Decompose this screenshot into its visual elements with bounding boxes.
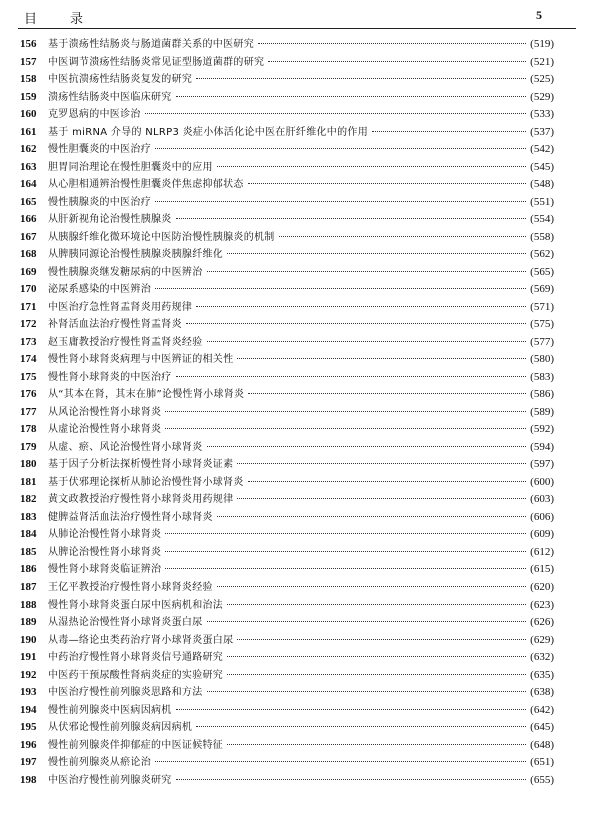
toc-entry-page: (551) (530, 195, 554, 208)
toc-entry-page: (586) (530, 388, 554, 401)
toc-entry-number: 188 (20, 598, 37, 611)
toc-dot-leader (248, 183, 526, 184)
toc-entry-page: (638) (530, 686, 554, 699)
toc-entry-page: (537) (530, 125, 554, 138)
toc-dot-leader (145, 113, 526, 114)
toc-entry-page: (615) (530, 563, 554, 576)
toc-entry[interactable] (20, 597, 554, 615)
toc-entry-title: 赵玉庸教授治疗慢性肾盂肾炎经验 (48, 336, 203, 348)
toc-entry-number: 158 (20, 73, 37, 86)
header-rule (18, 28, 576, 29)
toc-dot-leader (186, 323, 526, 324)
toc-dot-leader (196, 726, 526, 727)
toc-dot-leader (258, 43, 526, 44)
toc-entry-title: 中医治疗慢性前列腺炎研究 (48, 774, 172, 786)
toc-entry-title: 慢性前列腺炎中医病因病机 (48, 704, 172, 716)
toc-entry-title: 从肺论治慢性肾小球肾炎 (48, 529, 162, 541)
toc-dot-leader (217, 166, 526, 167)
toc-entry-number: 177 (20, 405, 37, 418)
toc-entry-title: 从脾论治慢性肾小球肾炎 (48, 546, 162, 558)
toc-entry-number: 192 (20, 668, 37, 681)
toc-entry[interactable] (20, 54, 554, 72)
toc-dot-leader (279, 236, 527, 237)
toc-dot-leader (176, 709, 527, 710)
toc-entry-number: 180 (20, 458, 37, 471)
toc-entry-title: 从心胆相通辨治慢性胆囊炎伴焦虑抑郁状态 (48, 179, 244, 191)
toc-dot-leader (237, 463, 526, 464)
toc-entry-page: (629) (530, 633, 554, 646)
toc-entry-number: 179 (20, 440, 37, 453)
toc-entry[interactable] (20, 439, 554, 457)
toc-entry-number: 190 (20, 633, 37, 646)
toc-entry[interactable] (20, 509, 554, 527)
toc-entry[interactable] (20, 264, 554, 282)
toc-entry-page: (620) (530, 580, 554, 593)
toc-entry-number: 198 (20, 773, 37, 786)
toc-entry[interactable] (20, 421, 554, 439)
toc-entry-title: 慢性前列腺炎从瘀论治 (48, 757, 151, 769)
toc-dot-leader (227, 253, 526, 254)
toc-entry-number: 173 (20, 335, 37, 348)
toc-entry-title: 中医调节溃疡性结肠炎常见证型肠道菌群的研究 (48, 56, 265, 68)
toc-entry-number: 161 (20, 125, 37, 138)
toc-dot-leader (155, 288, 526, 289)
toc-entry-number: 164 (20, 178, 37, 191)
toc-entry-page: (545) (530, 160, 554, 173)
toc-entry[interactable] (20, 194, 554, 212)
toc-entry-number: 167 (20, 230, 37, 243)
toc-entry-title: 从毒—络论虫类药治疗肾小球肾炎蛋白尿 (48, 634, 234, 646)
toc-entry[interactable] (20, 386, 554, 404)
toc-entry[interactable] (20, 474, 554, 492)
toc-dot-leader (237, 358, 526, 359)
toc-entry-title: 从虚、瘀、风论治慢性肾小球肾炎 (48, 441, 203, 453)
toc-dot-leader (268, 61, 526, 62)
toc-entry[interactable] (20, 614, 554, 632)
toc-entry-number: 166 (20, 213, 37, 226)
toc-entry[interactable] (20, 89, 554, 107)
toc-entry-page: (521) (530, 55, 554, 68)
toc-entry-number: 170 (20, 283, 37, 296)
toc-entry[interactable] (20, 211, 554, 229)
toc-dot-leader (217, 586, 526, 587)
toc-entry-title: 溃疡性结肠炎中医临床研究 (48, 91, 172, 103)
toc-dot-leader (176, 779, 527, 780)
toc-entry-title: 补肾活血法治疗慢性肾盂肾炎 (48, 319, 182, 331)
toc-dot-leader (207, 621, 527, 622)
toc-entry-number: 189 (20, 616, 37, 629)
toc-dot-leader (227, 744, 526, 745)
toc-entry-title: 基于溃疡性结肠炎与肠道菌群关系的中医研究 (48, 39, 254, 50)
toc-entry-number: 175 (20, 370, 37, 383)
toc-entry-title: 慢性胰腺炎继发糖尿病的中医辨治 (48, 266, 203, 278)
toc-entry[interactable] (20, 632, 554, 650)
toc-entry-number: 194 (20, 703, 37, 716)
toc-entry[interactable] (20, 159, 554, 177)
toc-entry-number: 163 (20, 160, 37, 173)
toc-entry[interactable] (20, 684, 554, 702)
toc-entry-title: 中药治疗慢性肾小球肾炎信号通路研究 (48, 652, 224, 664)
toc-entry-number: 181 (20, 475, 37, 488)
toc-entry-title: 基于 miRNA 介导的 NLRP3 炎症小体活化论中医在肝纤维化中的作用 (48, 126, 368, 138)
toc-entry-number: 165 (20, 195, 37, 208)
toc-entry-title: 慢性肾小球肾炎病理与中医辨证的相关性 (48, 354, 234, 366)
toc-entry-page: (571) (530, 300, 554, 313)
toc-entry[interactable] (20, 369, 554, 387)
toc-dot-leader (237, 639, 526, 640)
toc-dot-leader (248, 481, 526, 482)
toc-entry-number: 176 (20, 388, 37, 401)
toc-entry[interactable] (20, 544, 554, 562)
toc-entry-page: (594) (530, 440, 554, 453)
toc-entry-title: 慢性前列腺炎伴抑郁症的中医证候特征 (48, 739, 224, 751)
toc-entry[interactable] (20, 561, 554, 579)
toc-entry-page: (645) (530, 721, 554, 734)
toc-dot-leader (207, 341, 527, 342)
toc-dot-leader (155, 761, 526, 762)
toc-entry-title: 慢性肾小球肾炎临证辨治 (48, 564, 162, 576)
toc-entry-number: 156 (20, 38, 37, 50)
page-header (0, 0, 594, 28)
toc-entry-page: (589) (530, 405, 554, 418)
toc-entry-title: 胆胃同治理论在慢性胆囊炎中的应用 (48, 161, 213, 173)
toc-entry[interactable] (20, 702, 554, 720)
toc-entry[interactable] (20, 456, 554, 474)
toc-entry-number: 185 (20, 545, 37, 558)
toc-entry-title: 克罗恩病的中医诊治 (48, 109, 141, 121)
toc-dot-leader (165, 428, 526, 429)
toc-entry-number: 162 (20, 143, 37, 156)
toc-dot-leader (227, 604, 526, 605)
toc-entry-number: 191 (20, 651, 37, 664)
toc-entry-page: (642) (530, 703, 554, 716)
toc-entry-page: (655) (530, 773, 554, 786)
toc-entry-number: 182 (20, 493, 37, 506)
toc-entry[interactable] (20, 526, 554, 544)
toc-entry-number: 160 (20, 108, 37, 121)
toc-entry[interactable] (20, 719, 554, 737)
toc-entry[interactable] (20, 281, 554, 299)
toc-dot-leader (155, 201, 526, 202)
toc-entry[interactable] (20, 351, 554, 369)
toc-entry-number: 196 (20, 738, 37, 751)
toc-entry-number: 195 (20, 721, 37, 734)
toc-dot-leader (227, 656, 526, 657)
toc-entry-title: 王亿平教授治疗慢性肾小球肾炎经验 (48, 581, 213, 593)
toc-entry-title: 健脾益肾活血法治疗慢性肾小球肾炎 (48, 511, 213, 523)
toc-dot-leader (155, 148, 526, 149)
toc-entry[interactable] (20, 246, 554, 264)
toc-entry[interactable] (20, 229, 554, 247)
toc-entry-title: 慢性胰腺炎的中医治疗 (48, 196, 151, 208)
toc-dot-leader (165, 533, 526, 534)
toc-dot-leader (248, 393, 526, 394)
toc-entry-title: 从虚论治慢性肾小球肾炎 (48, 424, 162, 436)
toc-entry-number: 187 (20, 580, 37, 593)
toc-entry-number: 159 (20, 90, 37, 103)
toc-entry-page: (623) (530, 598, 554, 611)
toc-entry-number: 157 (20, 55, 37, 68)
toc-entry[interactable] (20, 579, 554, 597)
toc-dot-leader (165, 568, 526, 569)
toc-dot-leader (196, 78, 526, 79)
toc-dot-leader (227, 674, 526, 675)
toc-entry[interactable] (20, 71, 554, 89)
toc-entry-page: (533) (530, 108, 554, 121)
toc-entry-title: 中医治疗急性肾盂肾炎用药规律 (48, 301, 193, 313)
toc-entry-page: (548) (530, 178, 554, 191)
toc-entry-title: 黄文政教授治疗慢性肾小球肾炎用药规律 (48, 494, 234, 506)
toc-entry[interactable] (20, 404, 554, 422)
toc-entry-page: (609) (530, 528, 554, 541)
toc-dot-leader (176, 96, 527, 97)
toc-dot-leader (372, 131, 526, 132)
toc-entry-page: (575) (530, 318, 554, 331)
toc-entry-page: (600) (530, 475, 554, 488)
toc-entry-page: (648) (530, 738, 554, 751)
toc-dot-leader (165, 551, 526, 552)
toc-entry[interactable] (20, 36, 554, 54)
toc-entry[interactable] (20, 754, 554, 772)
header-page-number: 5 (536, 8, 542, 22)
toc-dot-leader (196, 306, 526, 307)
toc-entry-title: 中医抗溃疡性结肠炎复发的研究 (48, 74, 193, 86)
toc-entry-page: (569) (530, 283, 554, 296)
toc-entry[interactable] (20, 299, 554, 317)
toc-entry-page: (529) (530, 90, 554, 103)
toc-entry-page: (525) (530, 73, 554, 86)
toc-entry-title: 泌尿系感染的中医辨治 (48, 284, 151, 296)
toc-entry[interactable] (20, 141, 554, 159)
toc-entry-number: 197 (20, 756, 37, 769)
toc-entry-page: (558) (530, 230, 554, 243)
toc-entry[interactable] (20, 316, 554, 334)
toc-entry-page: (562) (530, 248, 554, 261)
toc-entry-title: 慢性肾小球肾炎蛋白尿中医病机和治法 (48, 599, 224, 611)
toc-entry-page: (632) (530, 651, 554, 664)
toc-entry[interactable] (20, 106, 554, 124)
header-title: 目 录 (24, 12, 94, 27)
toc-entry[interactable] (20, 176, 554, 194)
toc-entry[interactable] (20, 667, 554, 685)
toc-dot-leader (207, 691, 527, 692)
toc-entry-page: (519) (530, 38, 554, 50)
toc-entry[interactable] (20, 491, 554, 509)
toc-entry-page: (583) (530, 370, 554, 383)
toc-dot-leader (165, 411, 526, 412)
toc-entry-title: 基于伏邪理论探析从肺论治慢性肾小球肾炎 (48, 476, 244, 488)
table-of-contents (20, 36, 554, 789)
toc-entry-number: 172 (20, 318, 37, 331)
toc-entry-title: 从肝新视角论治慢性胰腺炎 (48, 214, 172, 226)
toc-entry-number: 171 (20, 300, 37, 313)
toc-entry-title: 从湿热论治慢性肾小球肾炎蛋白尿 (48, 617, 203, 629)
toc-entry-title: 从伏邪论慢性前列腺炎病因病机 (48, 722, 193, 734)
toc-entry-title: 从风论治慢性肾小球肾炎 (48, 406, 162, 418)
toc-entry-number: 178 (20, 423, 37, 436)
toc-entry[interactable] (20, 649, 554, 667)
toc-entry-number: 183 (20, 510, 37, 523)
toc-entry-title: 基于因子分析法探析慢性肾小球肾炎证素 (48, 459, 234, 471)
toc-dot-leader (237, 498, 526, 499)
toc-dot-leader (207, 271, 527, 272)
toc-entry[interactable] (20, 772, 554, 790)
toc-entry-page: (565) (530, 265, 554, 278)
toc-entry-page: (592) (530, 423, 554, 436)
toc-entry-page: (554) (530, 213, 554, 226)
toc-entry-number: 174 (20, 353, 37, 366)
toc-entry-title: 从脾胰同源论治慢性胰腺炎胰腺纤维化 (48, 249, 224, 261)
toc-dot-leader (207, 446, 527, 447)
toc-entry-page: (651) (530, 756, 554, 769)
toc-entry-page: (612) (530, 545, 554, 558)
toc-entry-number: 169 (20, 265, 37, 278)
toc-entry[interactable] (20, 737, 554, 755)
toc-entry-number: 186 (20, 563, 37, 576)
toc-entry-page: (597) (530, 458, 554, 471)
toc-entry-title: 慢性肾小球肾炎的中医治疗 (48, 371, 172, 383)
toc-entry-page: (542) (530, 143, 554, 156)
toc-entry-page: (603) (530, 493, 554, 506)
toc-dot-leader (217, 516, 526, 517)
toc-entry-title: 从“其本在肾，其末在肺”论慢性肾小球肾炎 (48, 389, 245, 401)
toc-entry-number: 184 (20, 528, 37, 541)
toc-entry-title: 中医药干预尿酸性肾病炎症的实验研究 (48, 669, 224, 681)
toc-entry-title: 从胰腺纤维化微环境论中医防治慢性胰腺炎的机制 (48, 231, 275, 243)
toc-entry[interactable] (20, 334, 554, 352)
toc-dot-leader (176, 376, 527, 377)
toc-entry-page: (626) (530, 616, 554, 629)
toc-entry[interactable] (20, 124, 554, 142)
toc-entry-page: (635) (530, 668, 554, 681)
toc-entry-number: 168 (20, 248, 37, 261)
toc-entry-page: (577) (530, 335, 554, 348)
toc-entry-title: 慢性胆囊炎的中医治疗 (48, 144, 151, 156)
toc-entry-title: 中医治疗慢性前列腺炎思路和方法 (48, 687, 203, 699)
toc-entry-page: (606) (530, 510, 554, 523)
toc-entry-number: 193 (20, 686, 37, 699)
toc-entry-page: (580) (530, 353, 554, 366)
toc-dot-leader (176, 218, 527, 219)
